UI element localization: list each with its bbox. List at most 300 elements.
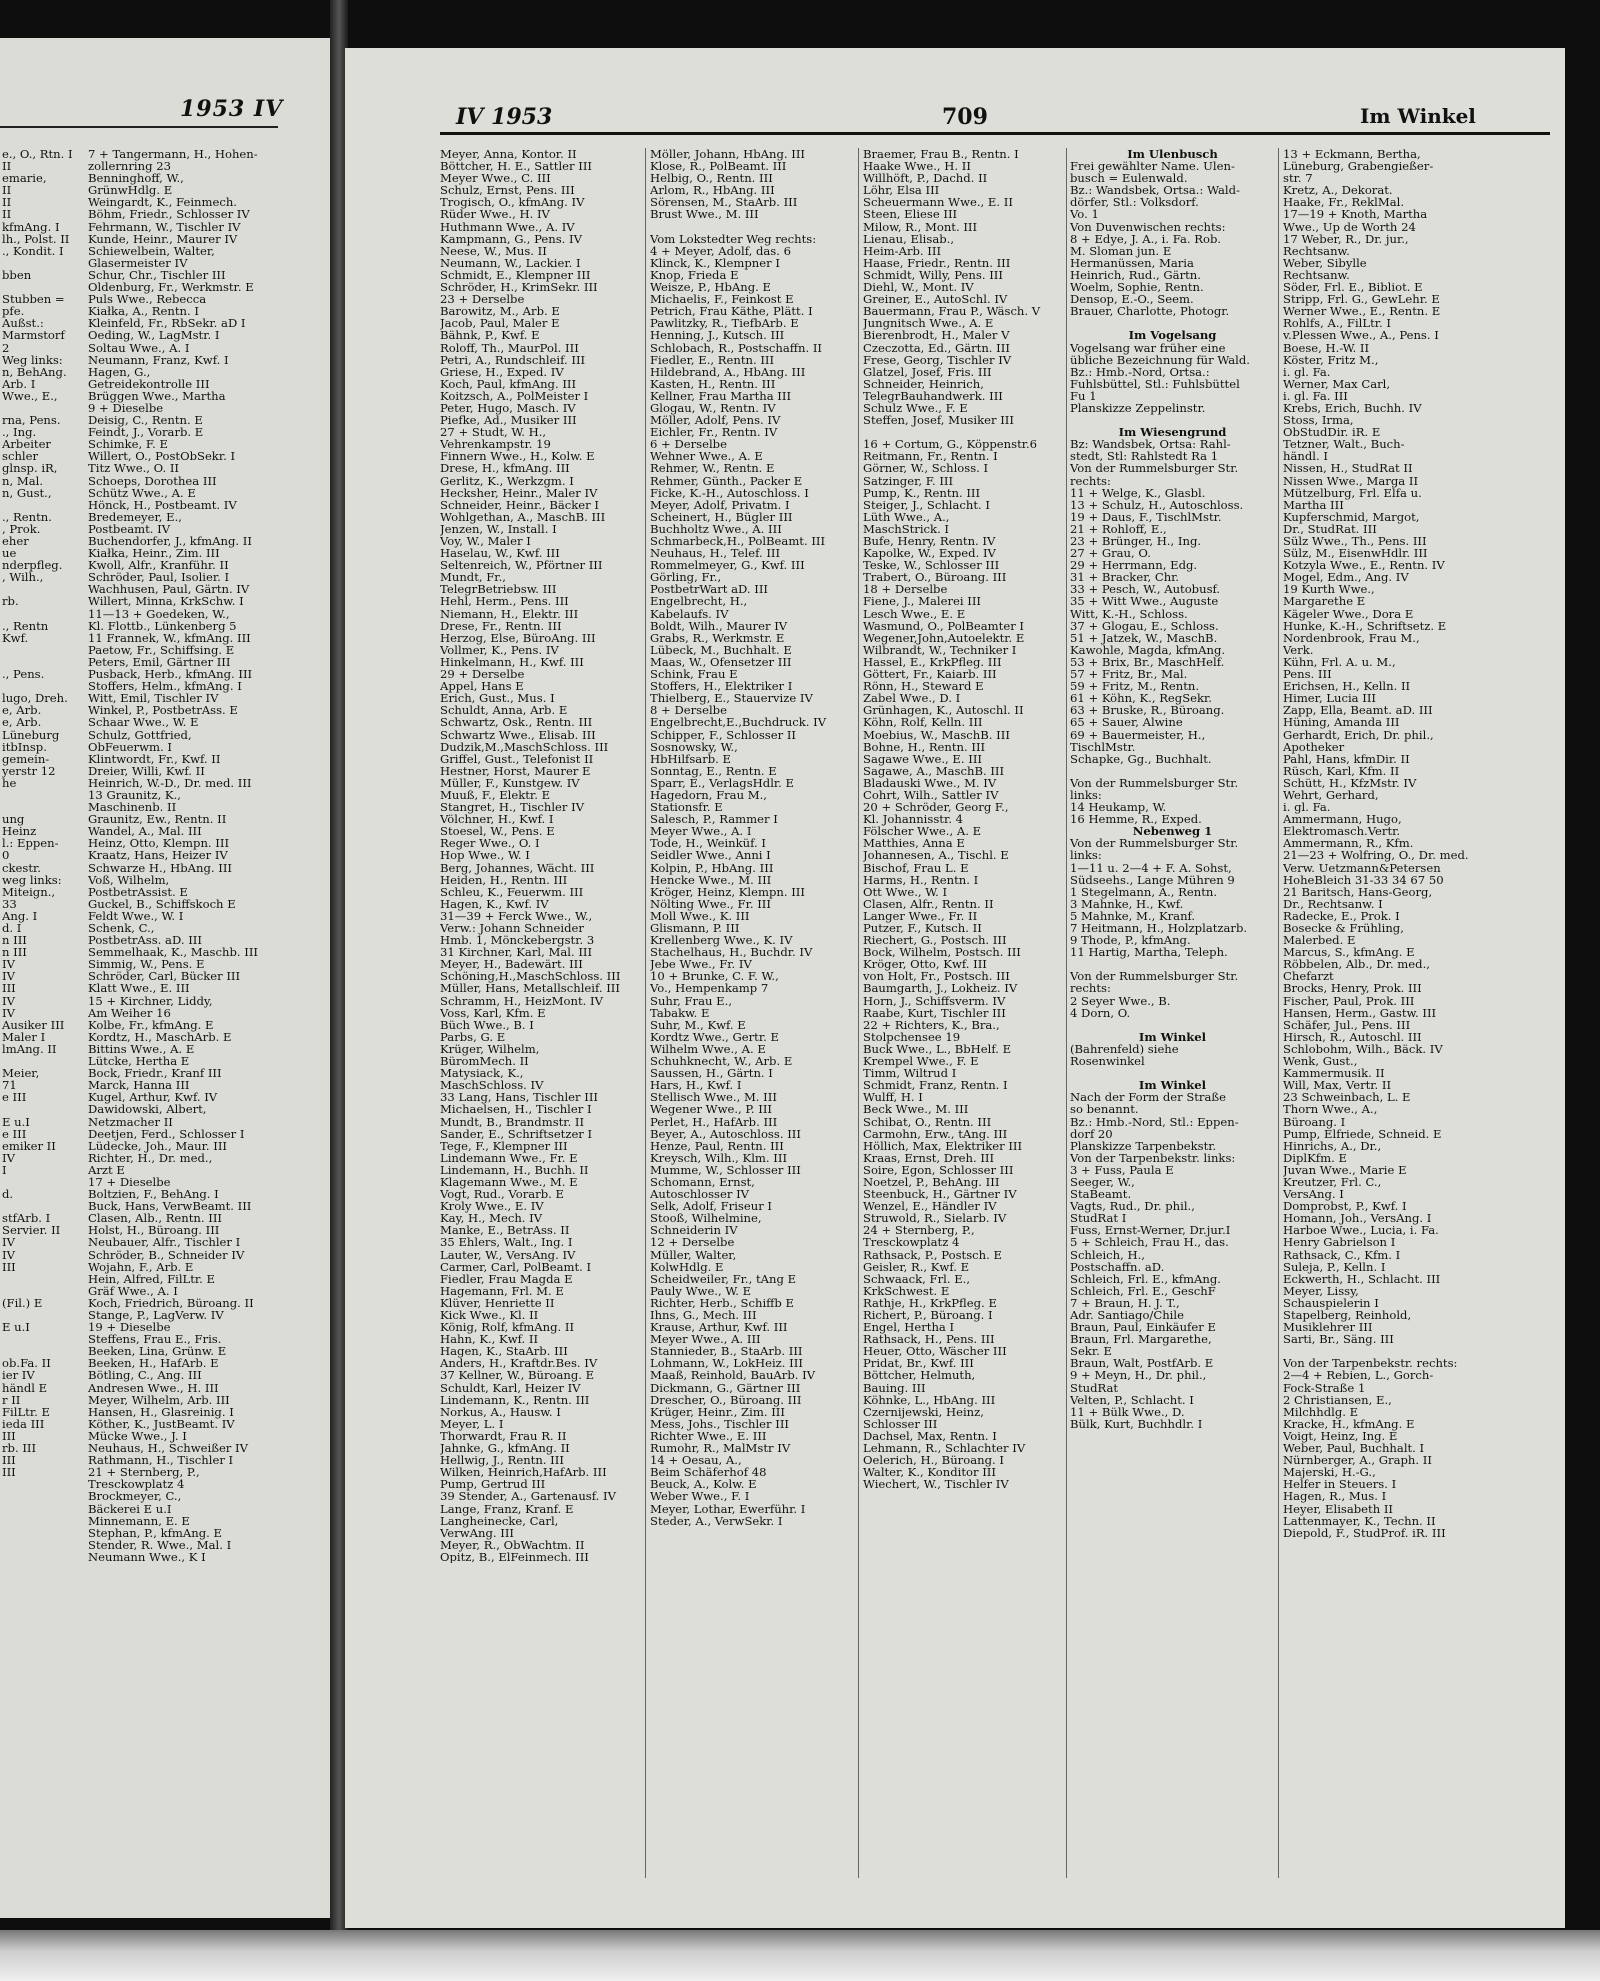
directory-entry-line: Glismann, P. III — [650, 921, 740, 935]
directory-entry-line: IV — [2, 1005, 15, 1020]
directory-entry-line: Heyer, Elisabeth II — [1283, 1501, 1394, 1516]
directory-entry-line: Opitz, B., ElFeinmech. III — [440, 1549, 589, 1563]
directory-entry-line: Lüdecke, Joh., Maur. III — [88, 1138, 227, 1153]
directory-entry-line: 7 + Braun, H. J. T., — [1070, 1295, 1180, 1310]
directory-entry-line: 9 + Meyn, H., Dr. phil., — [1070, 1368, 1207, 1383]
directory-entry-line: KolwHdlg. E — [650, 1259, 724, 1274]
directory-entry-line: Von der Tarpenbekstr. links: — [1070, 1150, 1236, 1165]
directory-entry-line: d. — [2, 1187, 14, 1202]
directory-entry-line: Beim Schäferhof 48 — [650, 1465, 767, 1480]
directory-entry-line: Lohmann, W., LokHeiz. III — [650, 1356, 803, 1371]
directory-entry-line: Arb. I — [2, 376, 36, 391]
directory-entry-line: Wojahn, F., Arb. E — [88, 1259, 194, 1274]
directory-entry-line: stfArb. I — [2, 1211, 51, 1226]
directory-entry-line: König, Rolf, kfmAng. II — [440, 1320, 575, 1335]
directory-entry-line: Weisze, P., HbAng. E — [650, 280, 771, 295]
directory-entry-line: Griffel, Gust., Telefonist II — [440, 751, 594, 766]
directory-entry-line: I — [2, 1162, 7, 1177]
directory-entry-line: Dudzik,M.,MaschSchloss. III — [440, 739, 609, 754]
directory-entry-line: Peters, Emil, Gärtner III — [88, 654, 231, 669]
directory-entry-line: ., Rentn. — [2, 509, 52, 524]
directory-entry-line: Titz Wwe., O. II — [88, 461, 180, 476]
directory-entry-line: 6 + Derselbe — [650, 437, 727, 452]
directory-entry-line: 16 Hemme, R., Exped. — [1070, 812, 1202, 827]
directory-entry-line: Dickmann, G., Gärtner III — [650, 1380, 801, 1395]
directory-entry-line: Seeger, W., — [1070, 1174, 1135, 1189]
directory-entry-line: Ausiker III — [2, 1017, 65, 1032]
directory-entry-line: Meyer Wwe., C. III — [440, 171, 551, 186]
directory-entry-line — [650, 221, 850, 233]
directory-entry-line: Hunke, K.-H., Schriftsetz. E — [1283, 618, 1447, 633]
directory-entry-line: e., O., Rtn. I — [2, 148, 73, 161]
directory-entry-line: PostbetrWart aD. III — [650, 582, 769, 597]
directory-entry-line: Voy, W., Maler I — [440, 534, 531, 548]
directory-entry-line: Mogel, Edm., Ang. IV — [1283, 570, 1409, 585]
directory-entry-line: Kwf. — [2, 630, 29, 645]
directory-entry-line: Vogelsang war früher eine — [1070, 340, 1226, 355]
directory-entry-line: Schleu, K., Feuerwm. III — [440, 884, 584, 899]
directory-entry-line: Rathmann, H., Tischler I — [88, 1453, 234, 1468]
directory-entry-line: 19 Kurth Wwe., — [1283, 582, 1375, 597]
directory-entry-line: Tresckowplatz 4 — [88, 1477, 185, 1492]
directory-entry-line: Rathje, H., KrkPfleg. E — [863, 1295, 997, 1310]
directory-entry-line: Brauer, Charlotte, Photogr. — [1070, 304, 1230, 319]
directory-entry-line: HbHilfsarb. E — [650, 751, 732, 766]
directory-entry-line: Boese, H.-W. II — [1283, 340, 1370, 355]
directory-entry-line: Appel, Hans E — [440, 679, 524, 694]
directory-entry-line: 35 + Witt Wwe., Auguste — [1070, 594, 1219, 609]
directory-entry-line: Sülz, M., EisenwHdlr. III — [1283, 546, 1428, 561]
directory-entry-line: Im Vogelsang — [1128, 328, 1217, 343]
directory-entry-line: Engelbrecht,E.,Buchdruck. IV — [650, 715, 827, 730]
directory-entry-line: Schröder, Paul, Isolier. I — [88, 570, 230, 585]
directory-entry-line: Neumann, W., Lackier. I — [440, 255, 581, 270]
directory-entry-line: lmAng. II — [2, 1041, 57, 1056]
directory-entry-line: PostbetrAssist. E — [88, 884, 188, 899]
directory-entry-line: v.Plessen Wwe., A., Pens. I — [1283, 328, 1439, 343]
scanner-edge — [0, 1930, 1600, 1981]
directory-entry-line: i. gl. Fa. — [1283, 800, 1331, 815]
directory-entry-line: Wiechert, W., Tischler IV — [863, 1477, 1009, 1491]
directory-entry-line: Steffen, Josef, Musiker III — [863, 413, 1014, 428]
directory-entry-line: Bähnk, P., Kwf. E — [440, 328, 540, 343]
directory-entry-line: Von der Rummelsburger Str. — [1070, 969, 1239, 984]
directory-entry-line: E u.I — [2, 1320, 30, 1335]
directory-entry-line: 31—39 + Ferck Wwe., W., — [440, 908, 593, 923]
directory-entry-line: Neese, W., Mus. II — [440, 243, 547, 258]
directory-entry-line: eher — [2, 534, 29, 548]
directory-entry-line: Bötling, C., Ang. III — [88, 1368, 202, 1383]
directory-entry-line: StudRat — [1070, 1380, 1119, 1395]
directory-entry-line: Lattenmayer, K., Techn. II — [1283, 1513, 1436, 1528]
directory-entry-line: Dachsel, Max, Rentn. I — [863, 1428, 997, 1443]
directory-entry-line: Koitzsch, A., PolMeister I — [440, 388, 589, 403]
directory-entry-line: Langheinecke, Carl, — [440, 1513, 559, 1528]
directory-entry-line: Kordtz Wwe., Gertr. E — [650, 1029, 779, 1044]
directory-entry-line: Simmig, W., Pens. E — [88, 957, 205, 972]
directory-entry-line: Huthmann Wwe., A. IV — [440, 219, 575, 234]
directory-entry-line: Hansen, Herm., Gastw. III — [1283, 1005, 1437, 1020]
directory-entry-line: ob.Fa. II — [2, 1356, 51, 1371]
directory-entry-line: 31 + Bracker, Chr. — [1070, 570, 1180, 585]
directory-entry-line: Densop, E.-O., Seem. — [1070, 292, 1194, 307]
directory-entry-line: Löhr, Elsa III — [863, 183, 940, 198]
directory-entry-line — [2, 1103, 87, 1115]
directory-entry-line: Moll Wwe., K. III — [650, 908, 750, 923]
directory-entry-line: Lindemann, K., Rentn. III — [440, 1392, 590, 1407]
directory-entry-line: M. Sloman jun. E — [1070, 243, 1172, 258]
column-4 — [1070, 148, 1275, 1430]
directory-entry-line: Hars, H., Kwf. I — [650, 1078, 742, 1093]
directory-entry-line: IV — [2, 1247, 15, 1262]
directory-entry-line: Hmb. 1, Mönckebergstr. 3 — [440, 933, 595, 948]
directory-entry-line: Ammermann, Hugo, — [1283, 812, 1402, 827]
directory-entry-line: Sörensen, M., StaArb. III — [650, 195, 798, 210]
directory-entry-line: Sagawe, A., MaschB. III — [863, 763, 1005, 778]
directory-entry-line: Wwe., Up de Worth 24 — [1283, 219, 1416, 234]
directory-entry-line: Stripp, Frl. G., GewLehr. E — [1283, 292, 1440, 307]
directory-entry-line: Sarti, Br., Säng. III — [1283, 1332, 1394, 1347]
directory-entry-line: busch = Eulenwald. — [1070, 171, 1188, 186]
directory-entry-line: 22 + Richters, K., Bra., — [863, 1017, 1000, 1032]
directory-entry-line: Richter, H., Dr. med., — [88, 1150, 213, 1165]
directory-entry-line: Kl. Flottb., Lünkenberg 5 — [88, 618, 237, 633]
directory-entry-line: zollernring 23 — [88, 159, 171, 174]
directory-entry-line: Voigt, Heinz, Ing. E — [1283, 1428, 1398, 1443]
directory-entry-line: Clasen, Alb., Rentn. III — [88, 1211, 222, 1226]
directory-entry-line: Neumann Wwe., K I — [88, 1549, 206, 1563]
directory-entry-line: Nordenbrook, Frau M., — [1283, 630, 1420, 645]
directory-entry-line: 33 Lang, Hans, Tischler III — [440, 1090, 599, 1105]
directory-entry-line: Verw.: Johann Schneider — [440, 921, 584, 935]
directory-entry-line: IV — [2, 993, 15, 1008]
directory-entry-line: Weber Wwe., F. I — [650, 1489, 750, 1504]
directory-entry-line: händl. I — [1283, 449, 1328, 464]
directory-entry-line: Grabs, R., Werkmstr. E — [650, 630, 785, 645]
directory-entry-line: MaschSchloss. IV — [440, 1078, 544, 1093]
directory-entry-line: Ammermann, R., Kfm. — [1283, 836, 1414, 851]
directory-entry-line: Im Winkel — [1138, 1078, 1207, 1093]
directory-entry-line: HoheBleich 31-33 34 67 50 — [1283, 872, 1444, 887]
directory-entry-line: Parbs, G. E — [440, 1029, 506, 1044]
directory-entry-line: 0 — [2, 848, 10, 863]
directory-entry-line: Rüder Wwe., H. IV — [440, 207, 550, 222]
directory-entry-line: Heuer, Otto, Wäscher III — [863, 1344, 1007, 1359]
directory-entry-line: 9 + Dieselbe — [88, 400, 164, 415]
directory-entry-line: Braun, Walt, PostfArb. E — [1070, 1356, 1214, 1371]
directory-entry-line: n III — [2, 933, 27, 948]
directory-entry-line: Von der Rummelsburger Str. — [1070, 775, 1239, 790]
left-header-rule — [0, 126, 278, 128]
directory-entry-line: Kolbe, Fr., kfmAng. E — [88, 1017, 214, 1032]
directory-entry-line: Salesch, P., Rammer I — [650, 812, 778, 827]
directory-entry-line: Stoffers, Helm., kfmAng. I — [88, 679, 242, 694]
directory-entry-line: Czernijewski, Heinz, — [863, 1404, 984, 1419]
directory-entry-line: Fölscher Wwe., A. E — [863, 824, 982, 839]
directory-entry-line: Arlom, R., HbAng. III — [650, 183, 775, 198]
directory-entry-line: r II — [2, 1392, 21, 1407]
directory-entry-line: Schwaack, Frl. E., — [863, 1271, 971, 1286]
directory-entry-line: Greiner, E., AutoSchl. IV — [863, 292, 1008, 307]
directory-entry-line: Willert, Minna, KrkSchw. I — [88, 594, 244, 609]
directory-entry-line: 23 Schweinbach, L. E — [1283, 1090, 1411, 1105]
directory-entry-line: Hansen, H., Glasreinig. I — [88, 1404, 234, 1419]
directory-entry-line: Tege, F., Klempner III — [440, 1138, 568, 1153]
directory-entry-line: III — [2, 1428, 16, 1443]
directory-entry-line: 18 + Derselbe — [863, 582, 948, 597]
directory-entry-line: Beuck, A., Kolw. E — [650, 1477, 757, 1492]
directory-entry-line: 27 + Studt, W. H., — [440, 425, 547, 440]
directory-entry-line — [2, 608, 87, 620]
directory-entry-line: Postbeamt. IV — [88, 521, 171, 536]
directory-entry-line: Tetzner, Walt., Buch- — [1283, 437, 1405, 452]
directory-entry-line: Wehrt, Gerhard, — [1283, 787, 1379, 802]
directory-entry-line: Brockmeyer, C., — [88, 1489, 182, 1504]
directory-entry-line: Weg links: — [2, 352, 63, 367]
directory-entry-line: 35 Ehlers, Walt., Ing. I — [440, 1235, 573, 1250]
directory-entry-line — [2, 1333, 87, 1345]
directory-entry-line: Heinrich, W.-D., Dr. med. III — [88, 775, 252, 790]
directory-entry-line: Hönck, H., Postbeamt. IV — [88, 497, 237, 512]
directory-entry-line: Ang. I — [2, 908, 38, 923]
directory-entry-line: Meyer Wwe., A. I — [650, 824, 752, 839]
directory-entry-line: Meier, — [2, 1066, 40, 1081]
directory-entry-line: Mumme, W., Schlosser III — [650, 1162, 801, 1177]
directory-entry-line: Kabelaufs. IV — [650, 606, 729, 621]
directory-entry-line: Wenzel, E., Händler IV — [863, 1199, 997, 1214]
directory-entry-line: Bock, Wilhelm, Postsch. III — [863, 945, 1021, 960]
directory-entry-line: Mützelburg, Frl. Elfa u. — [1283, 485, 1422, 500]
directory-entry-line: Heinrich, Rud., Gärtn. — [1070, 267, 1201, 282]
directory-entry-line: Fischer, Paul, Prok. III — [1283, 993, 1415, 1008]
directory-entry-line: Sonntag, E., Rentn. E — [650, 763, 777, 778]
directory-entry-line: Görling, Fr., — [650, 570, 722, 585]
directory-entry-line: Meyer, R., ObWachtm. II — [440, 1537, 585, 1552]
directory-entry-line: Martha III — [1283, 497, 1344, 512]
directory-entry-line: Schmidt, E., Klempner III — [440, 267, 591, 282]
directory-entry-line: 3 Mahnke, H., Kwf. — [1070, 896, 1184, 911]
directory-entry-line: schler — [2, 449, 39, 464]
directory-entry-line: 21 + Rohloff, E., — [1070, 521, 1167, 536]
directory-entry-line: Schulz Wwe., F. E — [863, 400, 968, 415]
directory-entry-line: Schneider, Heinrich, — [863, 376, 984, 391]
directory-entry-line: 14 Heukamp, W. — [1070, 800, 1167, 815]
directory-entry-line: Köster, Fritz M., — [1283, 352, 1379, 367]
directory-entry-line: Schmarbeck,H., PolBeamt. III — [650, 534, 826, 548]
directory-entry-line: Klagemann Wwe., M. E — [440, 1174, 578, 1189]
directory-entry-line: Haselau, W., Kwf. III — [440, 546, 560, 561]
directory-entry-line: Ihns, G., Mech. III — [650, 1308, 757, 1322]
directory-entry-line: 24 + Sternberg, P., — [863, 1223, 975, 1238]
directory-entry-line: 61 + Köhn, K., RegSekr. — [1070, 691, 1212, 706]
directory-entry-line: Schütt, H., KfzMstr. IV — [1283, 775, 1417, 790]
directory-entry-line: Boltzien, F., BehAng. I — [88, 1187, 219, 1202]
directory-entry-line: Schulz, Ernst, Pens. III — [440, 183, 575, 198]
directory-entry-line: 69 + Bauermeister, H., — [1070, 727, 1206, 742]
directory-entry-line: 23 + Brünger, H., Ing. — [1070, 534, 1202, 548]
directory-entry-line: Buchendorfer, J., kfmAng. II — [88, 534, 252, 548]
directory-entry-line: Feldt Wwe., W. I — [88, 908, 184, 923]
directory-entry-line: Kammermusik. II — [1283, 1066, 1385, 1081]
directory-entry-line: Bock, Friedr., Kranf III — [88, 1066, 222, 1081]
directory-entry-line: Witt, Emil, Tischler IV — [88, 691, 219, 706]
directory-entry-line: TelegrBetriebsw. III — [440, 582, 557, 597]
directory-entry-line: Michaelsen, H., Tischler I — [440, 1102, 592, 1117]
directory-entry-line: 1—11 u. 2—4 + F. A. Sohst, — [1070, 860, 1232, 875]
directory-entry-line: Bohne, H., Rentn. III — [863, 739, 986, 754]
directory-entry-line: Möller, Adolf, Pens. IV — [650, 413, 781, 428]
directory-entry-line: II — [2, 195, 12, 210]
directory-entry-line: Pens. III — [1283, 667, 1332, 682]
directory-entry-line: ., Kondit. I — [2, 243, 64, 258]
directory-entry-line: Minnemann, E. E — [88, 1513, 190, 1528]
directory-entry-line: Meyer, Anna, Kontor. II — [440, 148, 577, 161]
directory-entry-line: Baumgarth, J., Lokheiz. IV — [863, 981, 1018, 996]
directory-entry-line: Hüning, Amanda III — [1283, 715, 1400, 730]
directory-entry-line: Vogt, Rud., Vorarb. E — [440, 1187, 564, 1202]
directory-entry-line: Köhnke, L., HbAng. III — [863, 1392, 996, 1407]
directory-entry-line: Haake Wwe., H. II — [863, 159, 971, 174]
directory-entry-line: Lesch Wwe., E. E — [863, 606, 966, 621]
directory-entry-line: 23 + Derselbe — [440, 292, 525, 307]
directory-entry-line: Michaelis, F., Feinkost E — [650, 292, 794, 307]
directory-entry-line: n, Gust., — [2, 485, 52, 500]
directory-entry-line: 20 + Schröder, Georg F., — [863, 800, 1009, 815]
directory-entry-line: Oldenburg, Fr., Werkmstr. E — [88, 280, 254, 295]
directory-entry-line: Lübeck, M., Buchhalt. E — [650, 642, 792, 657]
directory-entry-line: Kapolke, W., Exped. IV — [863, 546, 996, 561]
directory-entry-line: weg links: — [2, 872, 62, 887]
directory-entry-line: Vom Lokstedter Weg rechts: — [650, 231, 817, 246]
directory-entry-line: Rathsack, C., Kfm. I — [1283, 1247, 1401, 1262]
directory-entry-line: Richter Wwe., E. III — [650, 1428, 767, 1443]
directory-entry-line: 2 Christiansen, E., — [1283, 1392, 1392, 1407]
directory-entry-line: KrkSchwest. E — [863, 1283, 950, 1298]
directory-entry-line: Voss, Karl, Kfm. E — [440, 1005, 546, 1020]
directory-entry-line: Juvan Wwe., Marie E — [1283, 1162, 1407, 1177]
directory-entry-line: 37 Kellner, W., Büroang. E — [440, 1368, 595, 1383]
directory-entry-line: Willhöft, P., Dachd. II — [863, 171, 988, 186]
directory-entry-line: Stellisch Wwe., M. III — [650, 1090, 777, 1105]
directory-entry-line: Steenbuck, H., Gärtner IV — [863, 1187, 1017, 1202]
directory-entry-line: Petrich, Frau Käthe, Plätt. I — [650, 304, 813, 319]
directory-entry-line: 65 + Sauer, Alwine — [1070, 715, 1183, 730]
directory-entry-line: Rehmer, Günth., Packer E — [650, 473, 803, 488]
directory-entry-line: Bz.: Hmb.-Nord, Ortsa.: — [1070, 364, 1210, 379]
directory-entry-line: Von Duvenwischen rechts: — [1070, 219, 1226, 234]
directory-entry-line: Eckwerth, H., Schlacht. III — [1283, 1271, 1441, 1286]
directory-entry-line: e III — [2, 1126, 27, 1141]
directory-entry-line: Arzt E — [88, 1162, 125, 1177]
directory-entry-line — [2, 1176, 87, 1188]
directory-entry-line: II — [2, 183, 12, 198]
directory-entry-line: Lienau, Elisab., — [863, 231, 955, 246]
directory-entry-line: 27 + Grau, O. — [1070, 546, 1151, 561]
directory-entry-line: Im Winkel — [1138, 1029, 1207, 1044]
directory-entry-line: Jahnke, G., kfmAng. II — [440, 1441, 570, 1456]
directory-entry-line: Schink, Frau E — [650, 667, 738, 682]
directory-entry-line: 4 + Meyer, Adolf, das. 6 — [650, 243, 792, 258]
directory-entry-line: 2—4 + Rebien, L., Gorch- — [1283, 1368, 1434, 1383]
directory-entry-line: Hestner, Horst, Maurer E — [440, 763, 591, 778]
directory-entry-line: n, Mal. — [2, 473, 44, 488]
directory-entry-line: Klüver, Henriette II — [440, 1295, 555, 1310]
directory-entry-line: Nürnberger, A., Graph. II — [1283, 1453, 1432, 1468]
directory-entry-line: Dawidowski, Albert, — [88, 1102, 207, 1117]
directory-entry-line: Vo., Hempenkamp 7 — [650, 981, 769, 996]
directory-entry-line: Semmelhaak, K., Maschb. III — [88, 945, 258, 960]
directory-entry-line: 1 Stegelmann, A., Rentn. — [1070, 884, 1218, 899]
directory-entry-line: Bredemeyer, E., — [88, 509, 182, 524]
directory-entry-line: Schneiderin IV — [650, 1223, 738, 1238]
directory-entry-line: Fiedler, Frau Magda E — [440, 1271, 573, 1286]
directory-entry-line: Pahl, Hans, kfmDir. II — [1283, 751, 1410, 766]
directory-entry-line: Krüger, Wilhelm, — [440, 1041, 540, 1056]
directory-entry-line: 11 Hartig, Martha, Teleph. — [1070, 945, 1228, 960]
column-3 — [863, 148, 1061, 1490]
directory-entry-line: Dreier, Willi, Kwf. II — [88, 763, 205, 778]
directory-entry-line: Brüggen Wwe., Martha — [88, 388, 226, 403]
directory-entry-line: übliche Bezeichnung für Wald. — [1070, 352, 1250, 367]
directory-entry-line: Drescher, O., Büroang. III — [650, 1392, 802, 1407]
directory-entry-line: Schimke, F. E — [88, 437, 168, 452]
directory-entry-line: Grünhagen, K., Autoschl. II — [863, 703, 1024, 718]
directory-entry-line: Ott Wwe., W. I — [863, 884, 948, 899]
directory-entry-line: Zapp, Ella, Beamt. aD. III — [1283, 703, 1433, 718]
directory-entry-line: Kiałka, A., Rentn. I — [88, 304, 199, 319]
directory-entry-line — [2, 1273, 87, 1285]
directory-entry-line: Kracke, H., kfmAng. E — [1283, 1416, 1415, 1431]
directory-entry-line: Hellwig, J., Rentn. III — [440, 1453, 564, 1468]
column-divider — [1278, 148, 1279, 1878]
directory-entry-line: 11 + Bülk Wwe., D. — [1070, 1404, 1185, 1419]
directory-entry-line: Kotzyla Wwe., E., Rentn. IV — [1283, 558, 1445, 573]
directory-entry-line: 8 + Derselbe — [650, 703, 727, 718]
directory-entry-line: 3 + Fuss, Paula E — [1070, 1162, 1174, 1177]
directory-entry-line: Benninghoff, W., — [88, 171, 184, 186]
directory-entry-line: Milchhdlg. E — [1283, 1404, 1359, 1419]
directory-entry-line: Helbig, O., Rentn. III — [650, 171, 773, 186]
directory-entry-line: Fiene, J., Malerei III — [863, 594, 982, 609]
directory-entry-line: Planskizze Zeppelinstr. — [1070, 400, 1206, 415]
right-header-rule — [440, 132, 1550, 135]
directory-entry-line: Drese, Fr., Rentn. III — [440, 618, 562, 633]
directory-entry-line: 13 Graunitz, K., — [88, 787, 181, 802]
directory-entry-line: Bladauski Wwe., M. IV — [863, 775, 997, 790]
directory-entry-line: Hermanüssen, Maria — [1070, 255, 1194, 270]
directory-entry-line: 7 Heitmann, H., Holzplatzarb. — [1070, 921, 1248, 935]
directory-entry-line: Sosnowsky, W., — [650, 739, 738, 754]
directory-entry-line: Suhr, M., Kwf. E — [650, 1017, 746, 1032]
directory-entry-line: Müller, Walter, — [650, 1247, 737, 1262]
directory-entry-line: 21 Baritsch, Hans-Georg, — [1283, 884, 1433, 899]
directory-entry-line: Trabert, O., Büroang. III — [863, 570, 1007, 585]
directory-entry-line: Oeding, W., LagMstr. I — [88, 328, 220, 343]
directory-entry-line: Pump, Elfriede, Schneid. E — [1283, 1126, 1442, 1141]
directory-entry-line: 17—19 + Knoth, Martha — [1283, 207, 1428, 222]
directory-entry-line: Rohlfs, A., FilLtr. I — [1283, 316, 1391, 331]
directory-entry-line: Margarethe E — [1283, 594, 1366, 609]
directory-entry-line: Suhr, Frau E., — [650, 993, 732, 1008]
directory-entry-line: Büch Wwe., B. I — [440, 1017, 534, 1032]
directory-entry-line: Jenzen, W., Install. I — [440, 521, 557, 536]
directory-entry-line: Stolpchensee 19 — [863, 1029, 961, 1044]
directory-entry-line: Weingardt, K., Feinmech. — [88, 195, 237, 210]
directory-entry-line: II — [2, 207, 12, 222]
directory-entry-line: ObStudDir. iR. E — [1283, 425, 1381, 440]
directory-entry-line: Hagen, G., — [88, 364, 151, 379]
directory-entry-line: StaBeamt. — [1070, 1187, 1132, 1202]
